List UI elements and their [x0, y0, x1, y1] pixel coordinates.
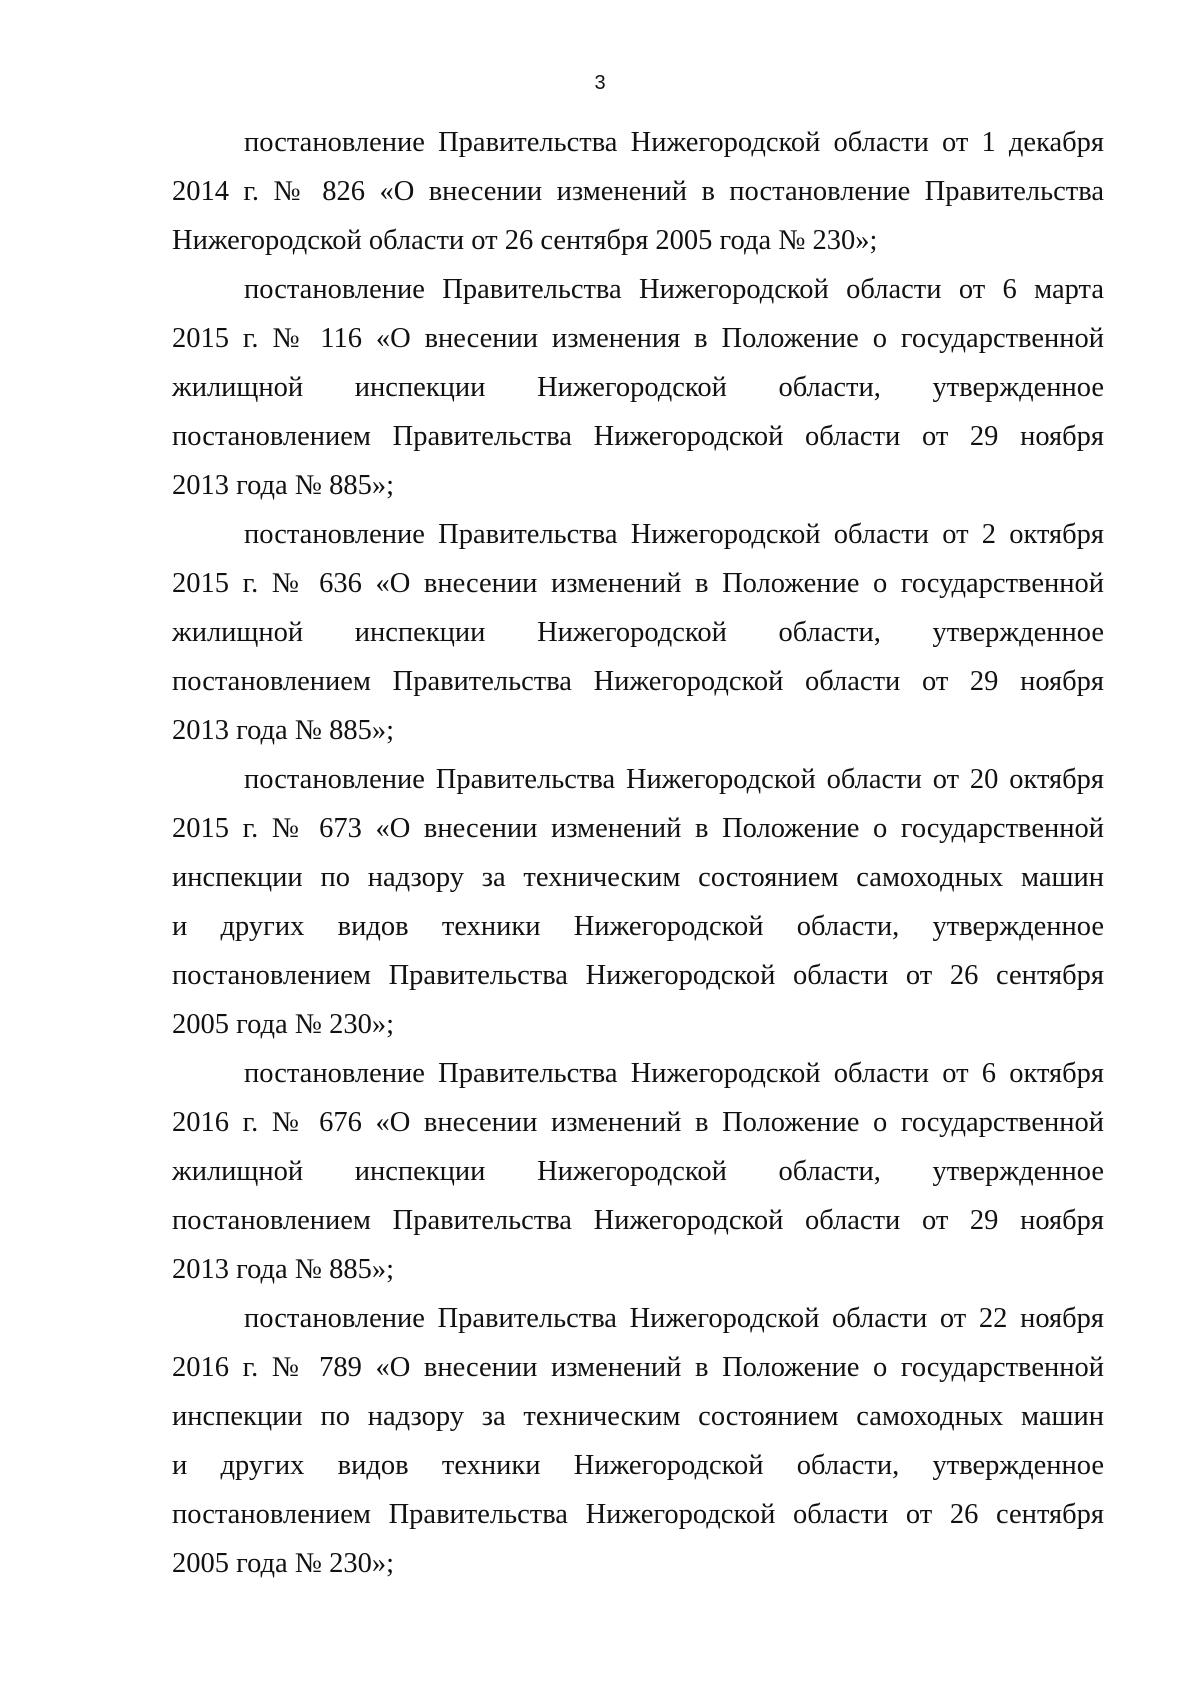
text-line: постановлением Правительства Нижегородской области от 26 сентября — [172, 960, 1104, 991]
text-line: постановлением Правительства Нижегородской области от 29 ноября — [172, 1205, 1104, 1236]
text-line: постановление Правительства Нижегородской области от 1 декабря — [244, 127, 1104, 158]
text-line: 2015 г. № 636 «О внесении изменений в Положение о государственной — [172, 568, 1104, 599]
text-line: 2015 г. № 673 «О внесении изменений в Положение о государственной — [172, 813, 1104, 844]
paragraph — [172, 118, 1104, 265]
text-line: 2005 года № 230»; — [172, 1009, 395, 1040]
text-line: постановление Правительства Нижегородской области от 22 ноября — [244, 1303, 1104, 1334]
text-line: инспекции по надзору за техническим состоянием самоходных машин — [172, 1401, 1104, 1432]
text-line: 2016 г. № 789 «О внесении изменений в Положение о государственной — [172, 1352, 1104, 1383]
text-line: жилищной инспекции Нижегородской области, утвержденное — [172, 372, 1104, 403]
page-number: 3 — [594, 72, 606, 94]
paragraph — [172, 1049, 1104, 1294]
text-line: постановление Правительства Нижегородской области от 20 октября — [244, 764, 1104, 795]
text-line: 2005 года № 230»; — [172, 1548, 395, 1579]
document-body — [172, 118, 1104, 1588]
text-line: постановление Правительства Нижегородской области от 6 октября — [244, 1058, 1104, 1089]
text-line: постановление Правительства Нижегородской области от 6 марта — [244, 274, 1104, 305]
text-line: Нижегородской области от 26 сентября 2005 года № 230»; — [172, 225, 878, 256]
text-line: жилищной инспекции Нижегородской области, утвержденное — [172, 1156, 1104, 1187]
text-line: 2013 года № 885»; — [172, 470, 395, 501]
paragraph — [172, 265, 1104, 510]
text-line: жилищной инспекции Нижегородской области, утвержденное — [172, 617, 1104, 648]
text-line: постановлением Правительства Нижегородской области от 26 сентября — [172, 1499, 1104, 1530]
text-line: и других видов техники Нижегородской области, утвержденное — [172, 911, 1104, 942]
text-line: 2013 года № 885»; — [172, 1254, 395, 1285]
text-line: 2013 года № 885»; — [172, 715, 395, 746]
paragraph — [172, 755, 1104, 1049]
text-line: 2015 г. № 116 «О внесении изменения в Положение о государственной — [172, 323, 1104, 354]
paragraph — [172, 1294, 1104, 1588]
text-line: постановлением Правительства Нижегородской области от 29 ноября — [172, 666, 1104, 697]
text-line: постановление Правительства Нижегородской области от 2 октября — [244, 519, 1104, 550]
text-line: 2016 г. № 676 «О внесении изменений в Положение о государственной — [172, 1107, 1104, 1138]
text-line: 2014 г. № 826 «О внесении изменений в постановление Правительства — [172, 176, 1104, 207]
text-line: и других видов техники Нижегородской области, утвержденное — [172, 1450, 1104, 1481]
paragraph — [172, 510, 1104, 755]
text-line: постановлением Правительства Нижегородской области от 29 ноября — [172, 421, 1104, 452]
text-line: инспекции по надзору за техническим состоянием самоходных машин — [172, 862, 1104, 893]
